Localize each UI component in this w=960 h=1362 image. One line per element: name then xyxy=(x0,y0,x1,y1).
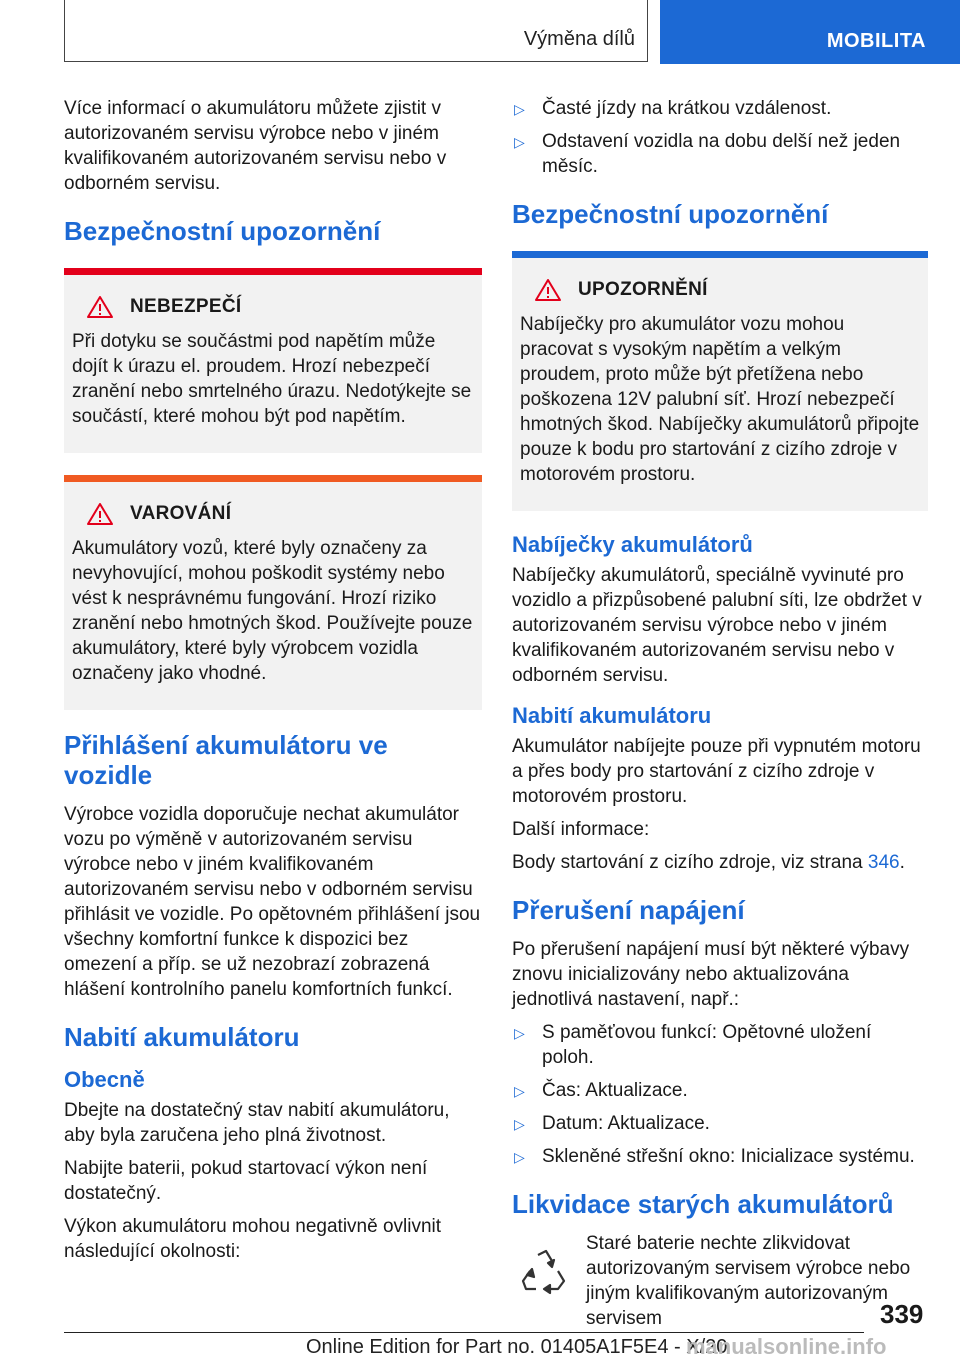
interrupt-list xyxy=(512,1020,928,1169)
left-column xyxy=(64,96,482,1272)
safety-heading-right: Bezpečnostní upozornění xyxy=(512,199,829,229)
header-section-box xyxy=(64,0,648,62)
triangle-bullet-icon: ▷ xyxy=(514,1083,525,1099)
footer-divider xyxy=(64,1332,864,1333)
list-item: ▷ Odstavení vozidla na dobu delší než jeden měsíc. xyxy=(514,131,901,177)
list-item: ▷ S paměťovou funkcí: Opětovné uložení poloh. xyxy=(514,1022,872,1068)
page-link-346[interactable]: 346 xyxy=(867,852,900,873)
general-paragraph-3: Výkon akumulátoru mohou negativně ovlivnit následující okolnosti: xyxy=(64,1216,442,1262)
footer-edition: Online Edition for Part no. 01405A1F5E4 - X/20 xyxy=(306,1336,728,1358)
list-item: ▷ Skleněné střešní okno: Inicializace systému. xyxy=(512,1144,928,1169)
list-item: ▷ Čas: Aktualizace. xyxy=(512,1078,928,1103)
disposal-heading: Likvidace starých akumulátorů xyxy=(512,1189,894,1219)
charging-heading-left: Nabití akumulátoru xyxy=(64,1022,300,1052)
warning-title: VAROVÁNÍ xyxy=(130,503,232,524)
chargers-text: Nabíječky akumulátorů, speciálně vyvinuté pro vozidlo a přizpůsobené palubní síti, lze obdržet v autorizovaném servisu výrobce nebo v jiném kvalifikovaném autorizovaném servisu nebo v odborném servisu. xyxy=(512,565,922,686)
caution-text: Nabíječky pro akumulátor vozu mohou pracovat s vysokým napětím a velkým proudem, proto může být přetížena nebo poškozena 12V palubní síť. Hrozí nebezpečí hmotných škod. Nabíječky akumulátorů připojte pouze k bodu pro startování z cizího zdroje v motorovém prostoru. xyxy=(520,314,920,485)
warning-triangle-icon xyxy=(86,295,114,319)
more-info-label: Další informace: xyxy=(512,819,650,840)
intro-paragraph: Více informací o akumulátoru můžete zjistit v autorizovaném servisu výrobce nebo v jiném kvalifikovaném autorizovaném servisu nebo v odborném servisu. xyxy=(64,98,447,194)
general-paragraph-1: Dbejte na dostatečný stav nabití akumulátoru, aby byla zaručena jeho plná životnost. xyxy=(64,1100,450,1146)
triangle-bullet-icon: ▷ xyxy=(514,101,525,117)
charging-text: Akumulátor nabíjejte pouze při vypnutém motoru a přes body pro startování z cizího zdroje v motorovém prostoru. xyxy=(512,736,921,807)
warning-triangle-icon xyxy=(86,502,114,526)
disposal-text: Staré baterie nechte zlikvidovat autorizovaným servisem výrobce nebo jiným kvalifikovaným autorizovaným servisem xyxy=(586,1233,911,1329)
registration-text: Výrobce vozidla doporučuje nechat akumulátor vozu po výměně v autorizovaném servisu výrobce nebo v jiném kvalifikovaném autorizovaném servisu nebo v odborném servisu přihlásit ve vozidle. Po opětovném přihlášení jsou všechny komfortní funkce k dispozici bez omezení a příp. se už nezobrazí zobrazená hlášení kontrolního panelu komfortních funkcí. xyxy=(64,804,481,1000)
chargers-heading: Nabíječky akumulátorů xyxy=(512,532,753,557)
header-chapter-tab[interactable] xyxy=(660,0,960,64)
safety-heading-left: Bezpečnostní upozornění xyxy=(64,216,381,246)
right-column xyxy=(512,96,928,1339)
danger-text: Při dotyku se součástmi pod napětím může dojít k úrazu el. proudem. Hrozí nebezpečí zranění nebo smrtelného úrazu. Nedotýkejte se součástí, které mohou být pod napětím. xyxy=(72,331,472,427)
registration-heading: Přihlášení akumulátoru ve vozidle xyxy=(64,730,388,790)
warning-box xyxy=(64,475,482,710)
jump-start-reference: Body startování z cizího zdroje, viz strana 346. xyxy=(512,852,905,873)
disposal-block xyxy=(512,1231,928,1339)
danger-title: NEBEZPEČÍ xyxy=(130,296,242,317)
danger-box xyxy=(64,268,482,453)
header-section-title: Výměna dílů xyxy=(523,28,635,50)
interrupt-heading: Přerušení napájení xyxy=(512,895,745,925)
caution-box xyxy=(512,251,928,511)
warning-text: Akumulátory vozů, které byly označeny za nevyhovující, mohou poškodit systémy nebo vést k nesprávnému fungování. Hrozí riziko zranění nebo hmotných škod. Používejte pouze akumulátory, které byly výrobcem vozidla označeny jako vhodné. xyxy=(72,538,473,684)
warning-triangle-icon xyxy=(534,278,562,302)
triangle-bullet-icon: ▷ xyxy=(514,1025,525,1041)
general-paragraph-2: Nabijte baterii, pokud startovací výkon není dostatečný. xyxy=(64,1158,428,1204)
recycle-icon xyxy=(518,1245,570,1297)
triangle-bullet-icon: ▷ xyxy=(514,1149,525,1165)
interrupt-text: Po přerušení napájení musí být některé výbavy znovu inicializovány nebo aktualizována jednotlivá nastavení, např.: xyxy=(512,939,910,1010)
triangle-bullet-icon: ▷ xyxy=(514,134,525,150)
general-heading: Obecně xyxy=(64,1067,145,1092)
caution-title: UPOZORNĚNÍ xyxy=(578,279,708,300)
triangle-bullet-icon: ▷ xyxy=(514,1116,525,1132)
page-number: 339 xyxy=(880,1299,924,1329)
watermark-text: manualsonline.info xyxy=(686,1334,887,1359)
list-item: ▷ Datum: Aktualizace. xyxy=(512,1111,928,1136)
list-item: ▷ Časté jízdy na krátkou vzdálenost. xyxy=(512,96,928,121)
charging-heading-right: Nabití akumulátoru xyxy=(512,703,712,728)
conditions-list xyxy=(512,96,928,179)
header-chapter-title: MOBILITA xyxy=(826,30,926,52)
